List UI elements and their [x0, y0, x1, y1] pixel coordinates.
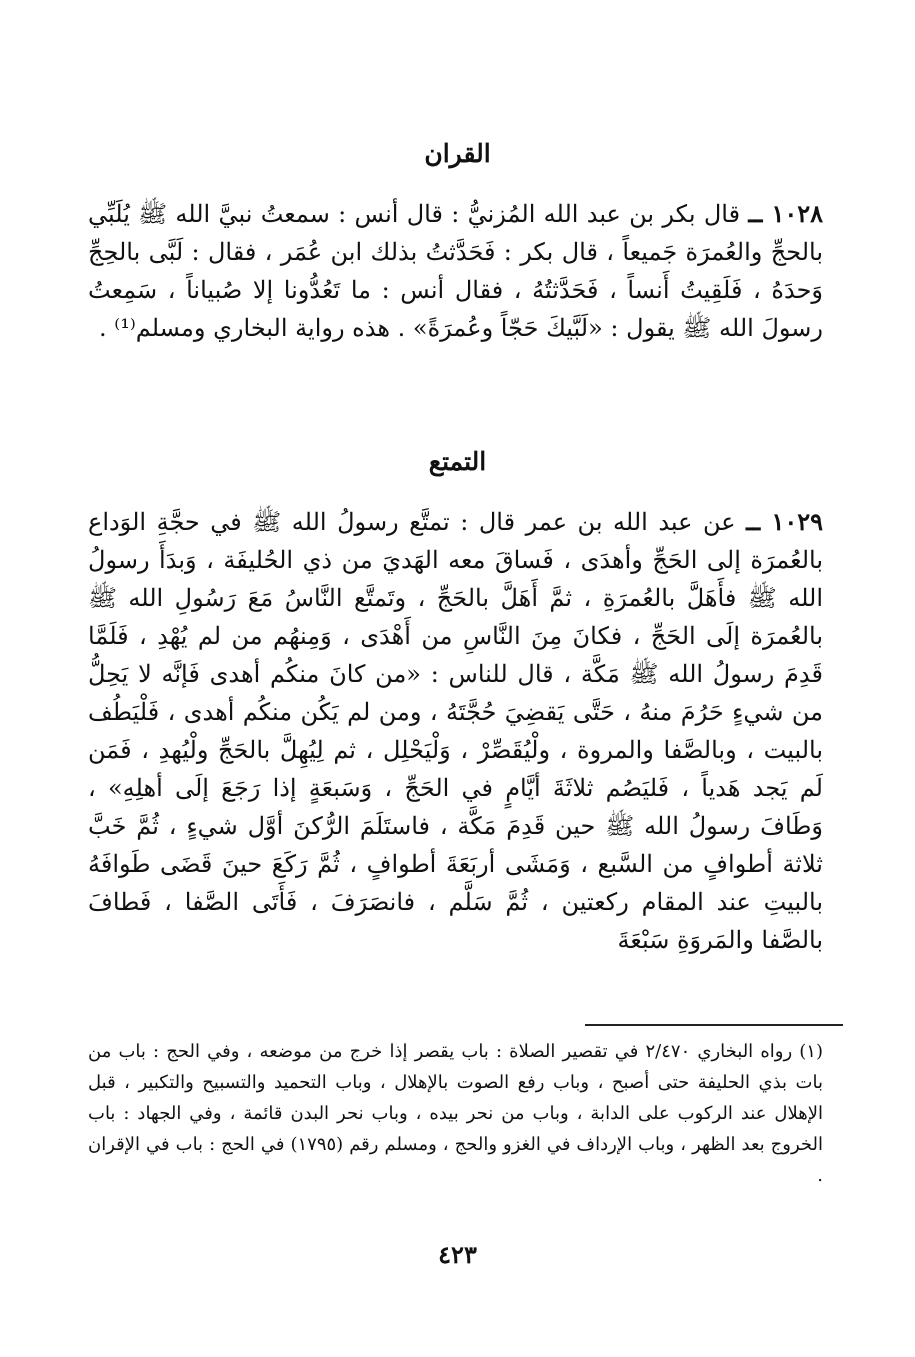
- hadith-1029-number: ١٠٢٩ ــ: [746, 507, 824, 536]
- hadith-1028-number: ١٠٢٨ ــ: [748, 199, 823, 228]
- section-heading-qiran: القران: [424, 139, 491, 168]
- page-number: ٤٢٣: [438, 1240, 477, 1269]
- hadith-1029-paragraph: [88, 503, 823, 959]
- section-heading-tamattu: التمتع: [428, 447, 487, 476]
- hadith-1028-text: قال بكر بن عبد الله المُزنيُّ : قال أنس : سمعتُ نبيَّ الله ﷺ يُلَبِّي بالحجِّ والعُمرَة جَميعاً ، قال بكر : فَحَدَّثتُ بذلك ابن عُمَر ، فقال : لَبَّى بالحِجِّ وَحدَهُ ، فَلَقِيتُ أَنساً ، فَحَدَّثتُهُ ، فقال أنس : ما تَعُدُّونا إلا صُبياناً ، سَمِعتُ رسولَ الله ﷺ يقول : «لَبَّيكَ حَجّاً وعُمرَةً» . هذه رواية البخاري ومسلم⁽¹⁾ .: [88, 200, 823, 342]
- footnote: (١) رواه البخاري ٢/٤٧٠ في تقصير الصلاة : باب يقصر إذا خرج من موضعه ، وفي الحج : باب من بات بذي الحليفة حتى أصبح ، وباب رفع الصوت بالإهلال ، وباب التحميد والتسبيح والتكبير ، قبل الإهلال عند الركوب على الدابة ، وباب من نحر بيده ، وباب نحر البدن قائمة ، وفي الجهاد : باب الخروج بعد الظهر ، وباب الإرداف في الغزو والحج ، ومسلم رقم (١٧٩٥) في الحج : باب في الإقران .: [88, 1041, 823, 1186]
- hadith-1029-text: عن عبد الله بن عمر قال : تمتَّع رسولُ الله ﷺ في حجَّةِ الوَداع بالعُمرَة إلى الحَجِّ وأهدَى ، فَساقَ معه الهَديَ من ذي الحُليفَة ، وَبدَأَ رسولُ الله ﷺ فأَهَلَّ بالعُمرَةِ ، ثمَّ أَهَلَّ بالحَجِّ ، وتَمتَّع النَّاسُ مَعَ رَسُولِ الله ﷺ بالعُمرَة إلَى الحَجِّ ، فكانَ مِنَ النَّاسِ من أَهْدَى ، وَمِنهُم من لم يُهْدِ ، فَلَمَّا قَدِمَ رسولُ الله ﷺ مَكَّة ، قال للناس : «من كانَ منكُم أهدى فَإنَّه لا يَحِلُّ من شيءٍ حَرُمَ منهُ ، حَتَّى يَقضِيَ حُجَّتَهُ ، ومن لم يَكُن منكُم أهدى ، فَلْيَطُف بالبيت ، وبالصَّفا والمروة ، ولْيُقَصِّرْ ، وَلْيَحْلِل ، ثم لِيُهِلَّ بالحَجِّ ولْيُهدِ ، فَمَن لَم يَجد هَدياً ، فَليَصُم ثلاثَةَ أيَّامٍ في الحَجِّ ، وَسَبعَةٍ إذا رَجَعَ إلَى أهلِهِ» ، وَطَافَ رسولُ الله ﷺ حين قَدِمَ مَكَّة ، فاستَلَمَ الرُّكنَ أوَّل شيءٍ ، ثُمَّ خَبَّ ثلاثة أطوافٍ من السَّبع ، وَمَشَى أربَعَةَ أطوافٍ ، ثُمَّ رَكَعَ حينَ قَضَى طَوافَهُ بالبيتِ عند المقام ركعتين ، ثُمَّ سَلَّم ، فانصَرَفَ ، فَأَتَى الصَّفا ، فَطافَ بالصَّفا والمَروَةِ سَبْعَةَ: [88, 508, 823, 954]
- footnote-separator: [585, 1024, 843, 1026]
- hadith-1028-paragraph: [88, 195, 823, 347]
